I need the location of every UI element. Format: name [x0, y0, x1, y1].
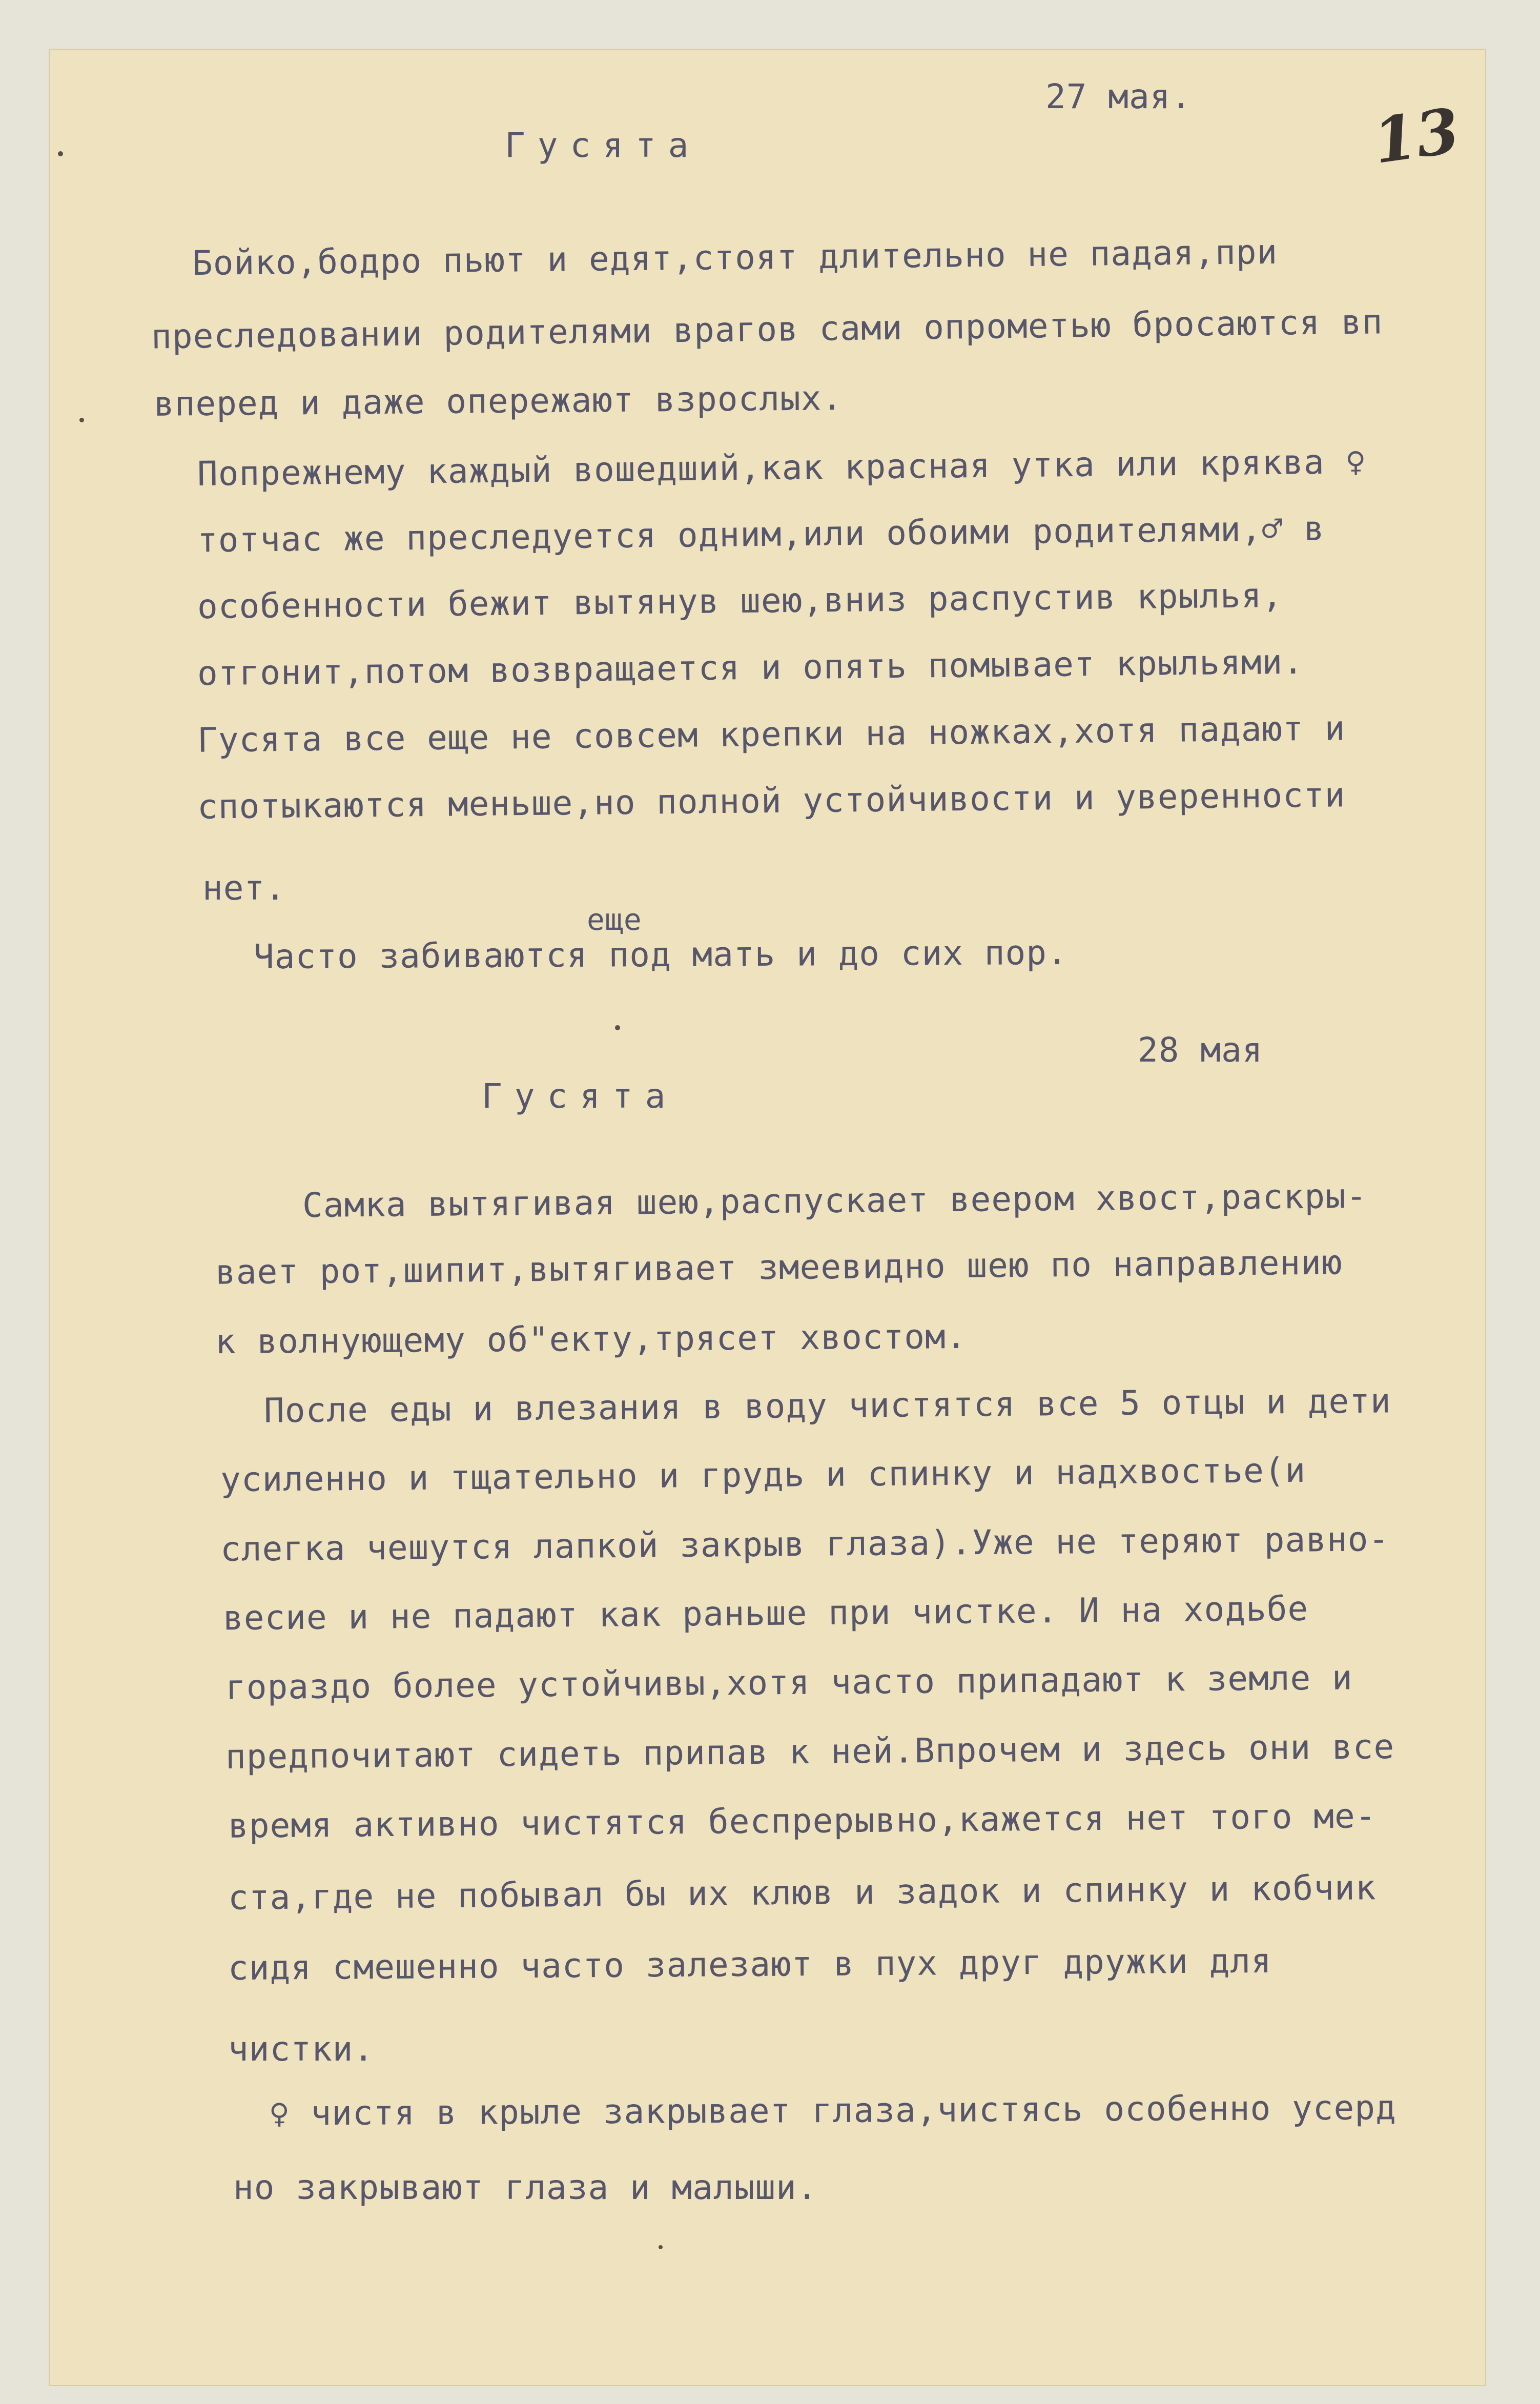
entry-2-line-8: гораздо более устойчивы,хотя часто припадают к земле и	[225, 1658, 1353, 1707]
page-number: 13	[1369, 94, 1464, 178]
entry-2-line-3: к волнующему об"екту,трясет хвостом.	[215, 1316, 967, 1362]
entry-2-line-5: усиленно и тщательно и грудь и спинку и надхвостье(и	[220, 1450, 1306, 1500]
entry-1-line-11: Часто забиваются под мать и до сих пор.	[253, 932, 1068, 977]
entry-1-line-8: Гусята все еще не совсем крепки на ножках,хотя падают и	[197, 708, 1346, 760]
entry-2-line-15: но закрывают глаза и малыши.	[233, 2168, 818, 2207]
entry-1-date: 27 мая.	[1045, 77, 1192, 116]
entry-2-line-4: После еды и влезания в воду чистятся все 5 отцы и дети	[263, 1381, 1392, 1431]
entry-2-date: 28 мая	[1138, 1030, 1263, 1070]
entry-1-insertion: еще	[587, 902, 642, 937]
entry-2-line-9: предпочитают сидеть припав к ней.Впрочем и здесь они все	[225, 1727, 1395, 1777]
entry-1-heading: Гусята	[505, 126, 701, 165]
speck	[615, 1025, 620, 1030]
entry-1-line-7: отгонит,потом возвращается и опять помывает крыльями.	[197, 642, 1304, 694]
speck	[659, 2245, 663, 2249]
entry-1-line-3: вперед и даже опережают взрослых.	[153, 378, 843, 424]
entry-2-heading: Гусята	[482, 1076, 678, 1116]
entry-2-line-13: чистки.	[228, 2029, 375, 2069]
entry-1-line-9: спотыкаются меньше,но полной устойчивости и уверенности	[197, 775, 1346, 827]
speck	[79, 418, 84, 422]
entry-1-line-5: тотчас же преследуется одним,или обоими родителями,♂ в	[197, 508, 1325, 560]
entry-2-line-7: весие и не падают как раньше при чистке. И на ходьбе	[222, 1588, 1309, 1638]
entry-1-line-1: Бойко,бодро пьют и едят,стоят длительно не падая,при	[192, 232, 1278, 283]
entry-2-line-1: Самка вытягивая шею,распускает веером хвост,раскры-	[302, 1176, 1367, 1226]
entry-2-line-14: ♀ чистя в крыле закрывает глаза,чистясь особенно усерд	[269, 2088, 1397, 2133]
entry-1-line-2: преследовании родителями врагов сами опрометью бросаются вп	[151, 302, 1383, 357]
entry-2-line-6: слегка чешутся лапкой закрыв глаза).Уже не теряют равно-	[220, 1519, 1390, 1569]
entry-1-line-6: особенности бежит вытянув шею,вниз распустив крылья,	[197, 575, 1283, 627]
entry-2-line-2: вает рот,шипит,вытягивает змеевидно шею по направлению	[215, 1242, 1343, 1292]
entry-2-line-10: время активно чистятся беспрерывно,кажется нет того ме-	[228, 1796, 1377, 1846]
entry-2-line-11: ста,где не побывал бы их клюв и задок и спинку и кобчик	[228, 1868, 1377, 1918]
entry-2-line-12: сидя смешенно часто залезают в пух друг дружки для	[228, 1941, 1272, 1988]
entry-1-line-10: нет.	[202, 868, 286, 908]
speck	[58, 151, 63, 156]
entry-1-line-4: Попрежнему каждый вошедший,как красная утка или кряква ♀	[197, 442, 1367, 494]
